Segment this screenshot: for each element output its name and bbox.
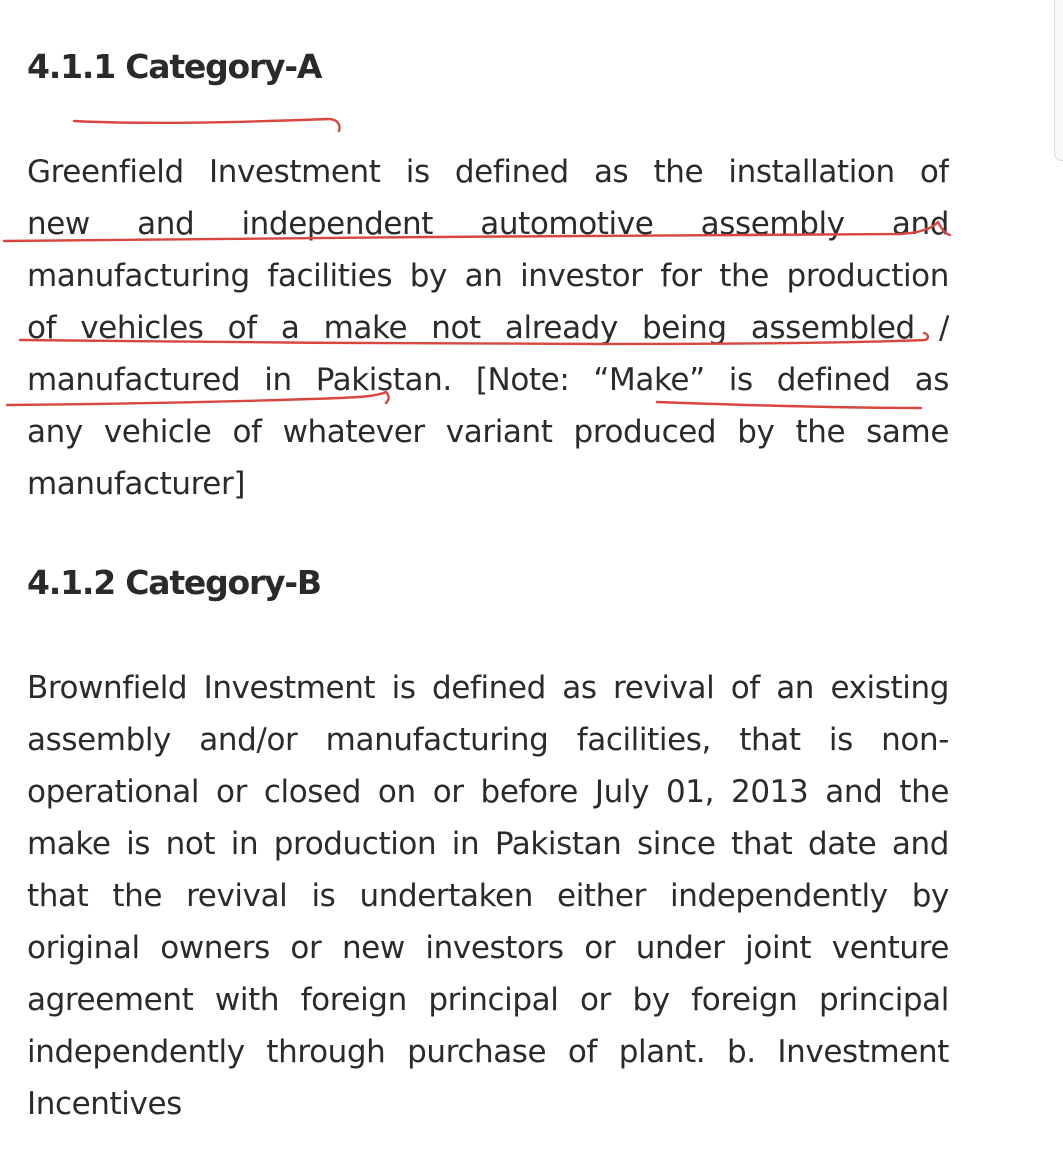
paragraph-line: agreement with foreign principal or by foreign principal bbox=[27, 982, 949, 1018]
category-a-paragraph bbox=[27, 146, 949, 510]
paragraph-line: any vehicle of whatever variant produced by the same bbox=[27, 414, 949, 450]
paragraph-line: Incentives bbox=[27, 1086, 182, 1122]
paragraph-line: new and independent automotive assembly and bbox=[27, 206, 949, 242]
paragraph-line: manufactured in Pakistan. [Note: “Make” is defined as bbox=[27, 362, 949, 398]
paragraph-line: Greenfield Investment is defined as the installation of bbox=[27, 154, 949, 190]
paragraph-line: operational or closed on or before July 01, 2013 and the bbox=[27, 774, 949, 810]
section-heading-category-a: 4.1.1 Category-A bbox=[27, 47, 322, 86]
paragraph-line: of vehicles of a make not already being assembled / bbox=[27, 310, 949, 346]
paragraph-line: independently through purchase of plant. b. Investment bbox=[27, 1034, 949, 1070]
scrollbar-edge[interactable] bbox=[1054, 0, 1063, 161]
paragraph-line: assembly and/or manufacturing facilities, that is non- bbox=[27, 722, 949, 758]
paragraph-line: that the revival is undertaken either independently by bbox=[27, 878, 949, 914]
category-b-paragraph bbox=[27, 662, 949, 1130]
underline-heading-a bbox=[74, 119, 340, 131]
paragraph-line: make is not in production in Pakistan since that date and bbox=[27, 826, 949, 862]
section-heading-category-b: 4.1.2 Category-B bbox=[27, 563, 321, 602]
paragraph-line: original owners or new investors or under joint venture bbox=[27, 930, 949, 966]
paragraph-line: Brownfield Investment is defined as revival of an existing bbox=[27, 670, 949, 706]
paragraph-line: manufacturing facilities by an investor for the production bbox=[27, 258, 949, 294]
paragraph-line: manufacturer] bbox=[27, 466, 246, 502]
